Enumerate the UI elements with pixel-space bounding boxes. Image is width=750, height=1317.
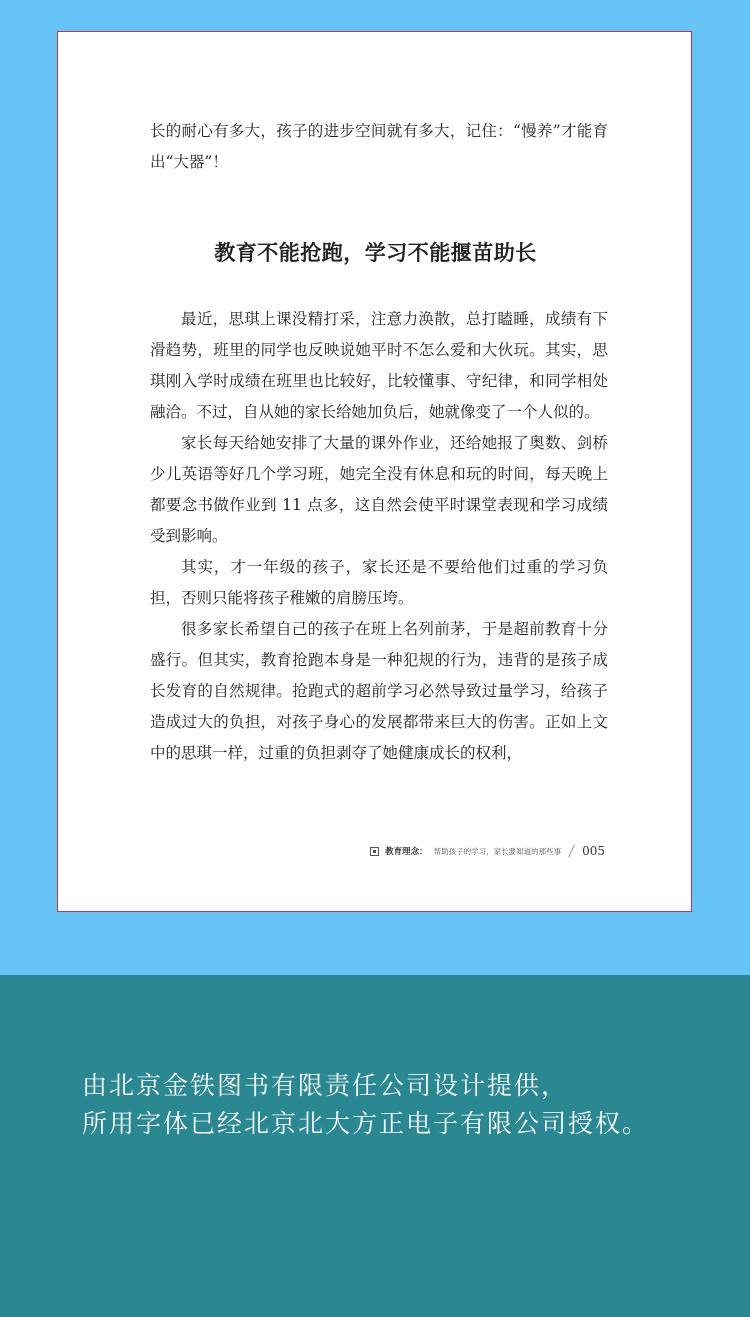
- credit-text: [82, 1067, 649, 1143]
- intro-paragraph: 长的耐心有多大，孩子的进步空间就有多大，记住：“慢养”才能育出“大器”！: [150, 122, 608, 171]
- footer-subtitle: 帮助孩子的学习，家长要知道的那些事: [433, 846, 562, 856]
- page-footer: [370, 844, 605, 858]
- footer-title: 教育理念：: [385, 847, 428, 857]
- paragraph: 很多家长希望自己的孩子在班上名列前茅，于是超前教育十分盛行。但其实，教育抢跑本身是一种犯规的行为，违背的是孩子成长发育的自然规律。抢跑式的超前学习必然导致过量学习，给孩子造成过大的负担，对孩子身心的发展都带来巨大的伤害。正如上文中的思琪一样，过重的负担剥夺了她健康成长的权利，: [150, 620, 608, 762]
- footer-divider: [568, 844, 575, 857]
- book-icon: [370, 847, 379, 856]
- page-number: 005: [582, 844, 605, 858]
- paragraph: 家长每天给她安排了大量的课外作业，还给她报了奥数、剑桥少儿英语等好几个学习班，她完全没有休息和玩的时间，每天晚上都要念书做作业到 11 点多，这自然会使平时课堂表现和学习成绩受到影响。: [150, 434, 608, 545]
- section-heading: 教育不能抢跑，学习不能揠苗助长: [214, 240, 537, 265]
- credit-line-2: 所用字体已经北京北大方正电子有限公司授权。: [82, 1109, 650, 1138]
- paragraph: 最近，思琪上课没精打采，注意力涣散，总打瞌睡，成绩有下滑趋势，班里的同学也反映说她平时不怎么爱和大伙玩。其实，思琪刚入学时成绩在班里也比较好，比较懂事、守纪律，和同学相处融洽。不过，自从她的家长给她加负后，她就像变了一个人似的。: [150, 310, 608, 421]
- credit-line-1: 由北京金铁图书有限责任公司设计提供，: [82, 1071, 569, 1100]
- credit-band: [0, 975, 750, 1317]
- book-page: [57, 31, 692, 912]
- body-text: [150, 304, 608, 769]
- paragraph: 其实，才一年级的孩子，家长还是不要给他们过重的学习负担，否则只能将孩子稚嫩的肩膀压垮。: [150, 558, 608, 607]
